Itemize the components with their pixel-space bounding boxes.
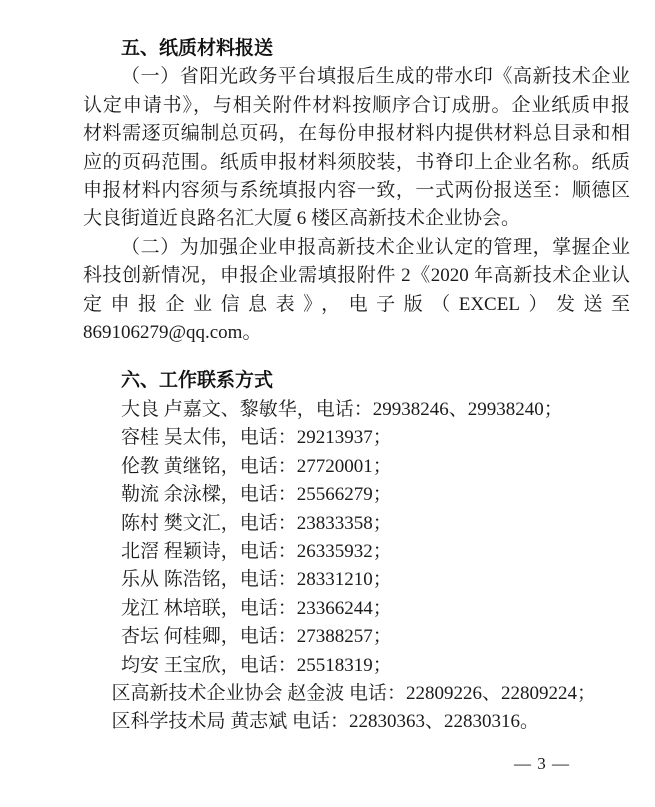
- contact-line: 杏坛 何桂卿，电话：27388257；: [121, 626, 392, 648]
- paragraph-line: 大良街道近良路名汇大厦 6 楼区高新技术企业协会。: [83, 208, 521, 230]
- contact-line: 陈村 樊文汇，电话：23833358；: [121, 512, 392, 534]
- paragraph-line: 定申报企业信息表》，电子版（EXCEL）发送至: [83, 293, 630, 315]
- paragraph-line: 材料需逐页编制总页码，在每份申报材料内提供材料总目录和相: [83, 123, 630, 145]
- section6-heading: 六、工作联系方式: [121, 370, 274, 392]
- paragraph-line: 认定申请书》，与相关附件材料按顺序合订成册。企业纸质申报: [83, 94, 630, 116]
- paragraph-line: 应的页码范围。纸质申报材料须胶装，书脊印上企业名称。纸质: [83, 151, 630, 173]
- email-address: 869106279@qq.com。: [83, 322, 262, 344]
- contact-line: 乐从 陈浩铭，电话：28331210；: [121, 569, 392, 591]
- contact-line: 伦教 黄继铭，电话：27720001；: [121, 455, 392, 477]
- contact-list: [83, 396, 630, 737]
- paragraph-line: （一）省阳光政务平台填报后生成的带水印《高新技术企业: [121, 66, 630, 88]
- paragraph-line: 申报材料内容须与系统填报内容一致，一式两份报送至：顺德区: [83, 180, 630, 202]
- section5-paragraph-2: [83, 234, 630, 348]
- contact-line: 区高新技术企业协会 赵金波 电话：22809226、22809224；: [111, 682, 597, 704]
- page-number: — 3 —: [514, 754, 570, 773]
- contact-line: 容桂 吴太伟，电话：29213937；: [121, 427, 392, 449]
- contact-line: 勒流 余泳樑，电话：25566279；: [121, 484, 392, 506]
- section5-heading: 五、纸质材料报送: [121, 38, 274, 59]
- contact-line: 大良 卢嘉文、黎敏华，电话：29938246、29938240；: [121, 398, 563, 420]
- paragraph-line: （二）为加强企业申报高新技术企业认定的管理，掌握企业: [121, 236, 630, 258]
- document-content: [83, 35, 630, 737]
- contact-line: 龙江 林培联，电话：23366244；: [121, 597, 392, 619]
- section5-paragraph-1: [83, 63, 630, 233]
- contact-line: 北滘 程颖诗，电话：26335932；: [121, 540, 392, 562]
- contact-line: 区科学技术局 黄志斌 电话：22830363、22830316。: [111, 711, 540, 733]
- contact-line: 均安 王宝欣，电话：25518319；: [121, 654, 392, 676]
- paragraph-line: 科技创新情况，申报企业需填报附件 2《2020 年高新技术企业认: [83, 265, 630, 287]
